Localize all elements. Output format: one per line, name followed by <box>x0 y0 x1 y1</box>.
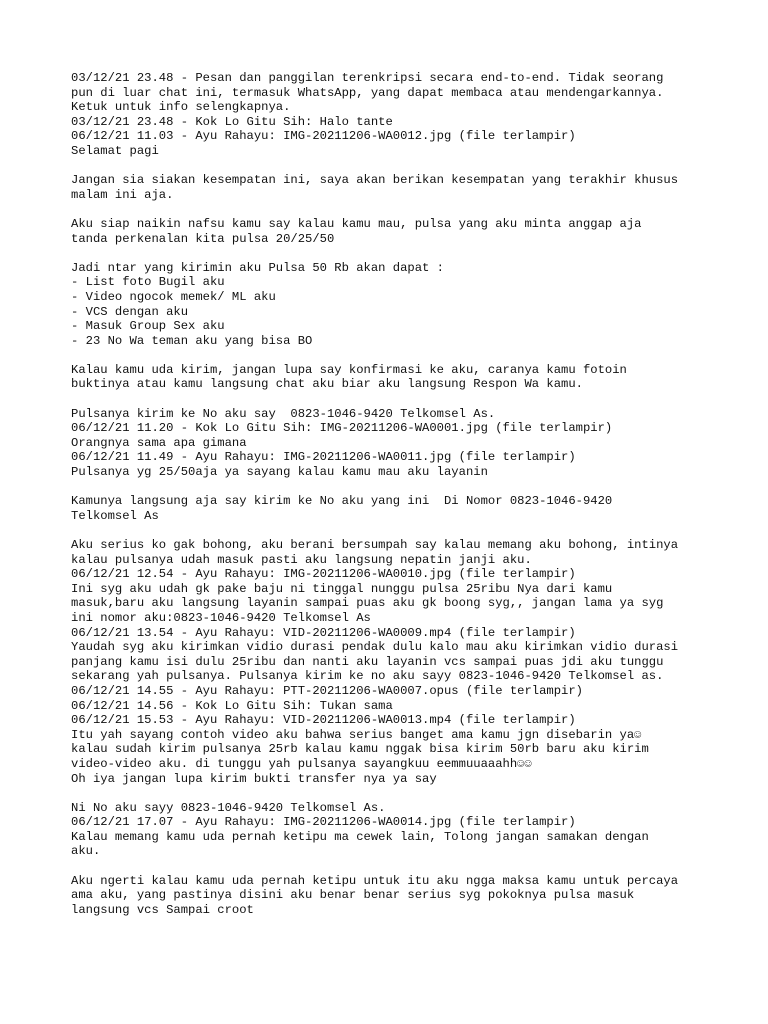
text-line: 06/12/21 12.54 - Ayu Rahayu: IMG-20211206-WA0010.jpg (file terlampir) <box>71 567 576 582</box>
blank-line <box>71 392 761 407</box>
text-line: Orangnya sama apa gimana <box>71 435 247 450</box>
text-line: Jadi ntar yang kirimin aku Pulsa 50 Rb akan dapat : <box>71 260 444 275</box>
text-line: Pulsanya yg 25/50aja ya sayang kalau kamu mau aku layanin <box>71 465 488 480</box>
text-line: 06/12/21 14.55 - Ayu Rahayu: PTT-20211206-WA0007.opus (file terlampir) <box>71 683 583 698</box>
text-line: 06/12/21 17.07 - Ayu Rahayu: IMG-20211206-WA0014.jpg (file terlampir) <box>71 815 576 830</box>
text-line: kalau pulsanya udah masuk pasti aku langsung nepatin janji aku. <box>71 552 532 567</box>
text-line: Ni No aku sayy 0823-1046-9420 Telkomsel As. <box>71 800 386 815</box>
text-line: Ketuk untuk info selengkapnya. <box>71 100 291 115</box>
text-line: - Video ngocok memek/ ML aku <box>71 289 276 304</box>
text-line: buktinya atau kamu langsung chat aku biar aku langsung Respon Wa kamu. <box>71 377 583 392</box>
text-line: panjang kamu isi dulu 25ribu dan nanti aku layanin vcs sampai puas jdi aku tunggu <box>71 654 664 669</box>
text-line: Jangan sia siakan kesempatan ini, saya akan berikan kesempatan yang terakhir khusus <box>71 173 679 188</box>
chat-export-document <box>71 71 761 917</box>
text-line: Itu yah sayang contoh video aku bahwa serius banget ama kamu jgn disebarin ya☺ <box>71 727 642 742</box>
text-line: aku. <box>71 844 101 859</box>
text-line: 03/12/21 23.48 - Pesan dan panggilan terenkripsi secara end-to-end. Tidak seorang <box>71 71 664 85</box>
blank-line <box>71 202 761 217</box>
text-line: Aku siap naikin nafsu kamu say kalau kamu mau, pulsa yang aku minta anggap aja <box>71 216 642 231</box>
text-line: 06/12/21 11.49 - Ayu Rahayu: IMG-20211206-WA0011.jpg (file terlampir) <box>71 450 576 465</box>
text-line: ini nomor aku:0823-1046-9420 Telkomsel As <box>71 610 371 625</box>
text-line: kalau sudah kirim pulsanya 25rb kalau kamu nggak bisa kirim 50rb baru aku kirim <box>71 742 649 757</box>
text-line: - 23 No Wa teman aku yang bisa BO <box>71 333 313 348</box>
text-line: Aku ngerti kalau kamu uda pernah ketipu untuk itu aku ngga maksa kamu untuk percaya <box>71 873 679 888</box>
text-line: - List foto Bugil aku <box>71 275 225 290</box>
text-line: 03/12/21 23.48 - Kok Lo Gitu Sih: Halo tante <box>71 114 393 129</box>
text-line: 06/12/21 14.56 - Kok Lo Gitu Sih: Tukan sama <box>71 698 393 713</box>
text-line: Kalau memang kamu uda pernah ketipu ma cewek lain, Tolong jangan samakan dengan <box>71 829 649 844</box>
blank-line <box>71 159 761 174</box>
text-line: Ini syg aku udah gk pake baju ni tinggal nunggu pulsa 25ribu Nya dari kamu <box>71 581 613 596</box>
text-line: Kalau kamu uda kirim, jangan lupa say konfirmasi ke aku, caranya kamu fotoin <box>71 362 627 377</box>
text-line: Telkomsel As <box>71 508 159 523</box>
blank-line <box>71 859 761 874</box>
blank-line <box>71 246 761 261</box>
text-line: Aku serius ko gak bohong, aku berani bersumpah say kalau memang aku bohong, intinya <box>71 538 679 552</box>
text-line: malam ini aja. <box>71 187 174 202</box>
text-line: 06/12/21 15.53 - Ayu Rahayu: VID-20211206-WA0013.mp4 (file terlampir) <box>71 713 576 728</box>
text-line: 06/12/21 13.54 - Ayu Rahayu: VID-20211206-WA0009.mp4 (file terlampir) <box>71 625 576 640</box>
text-line: Pulsanya kirim ke No aku say 0823-1046-9420 Telkomsel As. <box>71 406 496 421</box>
text-line: 06/12/21 11.03 - Ayu Rahayu: IMG-20211206-WA0012.jpg (file terlampir) <box>71 129 576 144</box>
text-line: masuk,baru aku langsung layanin sampai puas aku gk boong syg,, jangan lama ya syg <box>71 596 664 611</box>
text-line: Yaudah syg aku kirimkan vidio durasi pendak dulu kalo mau aku kirimkan vidio durasi <box>71 640 679 655</box>
blank-line <box>71 348 761 363</box>
text-line: - Masuk Group Sex aku <box>71 319 225 334</box>
blank-line <box>71 786 761 801</box>
blank-line <box>71 480 761 495</box>
text-line: video-video aku. di tunggu yah pulsanya sayangkuu eemmuuaaahh☺☺ <box>71 756 532 771</box>
text-line: langsung vcs Sampai croot <box>71 902 254 917</box>
text-line: Oh iya jangan lupa kirim bukti transfer nya ya say <box>71 771 437 786</box>
text-line: ama aku, yang pastinya disini aku benar benar serius syg pokoknya pulsa masuk <box>71 888 635 903</box>
text-line: sekarang yah pulsanya. Pulsanya kirim ke no aku sayy 0823-1046-9420 Telkomsel as. <box>71 669 664 684</box>
text-line: tanda perkenalan kita pulsa 20/25/50 <box>71 231 335 246</box>
text-line: - VCS dengan aku <box>71 304 189 319</box>
text-line: pun di luar chat ini, termasuk WhatsApp, yang dapat membaca atau mendengarkannya. <box>71 85 664 100</box>
text-line: 06/12/21 11.20 - Kok Lo Gitu Sih: IMG-20211206-WA0001.jpg (file terlampir) <box>71 421 613 436</box>
text-line: Kamunya langsung aja say kirim ke No aku yang ini Di Nomor 0823-1046-9420 <box>71 494 613 509</box>
text-line: Selamat pagi <box>71 143 159 158</box>
blank-line <box>71 523 761 538</box>
